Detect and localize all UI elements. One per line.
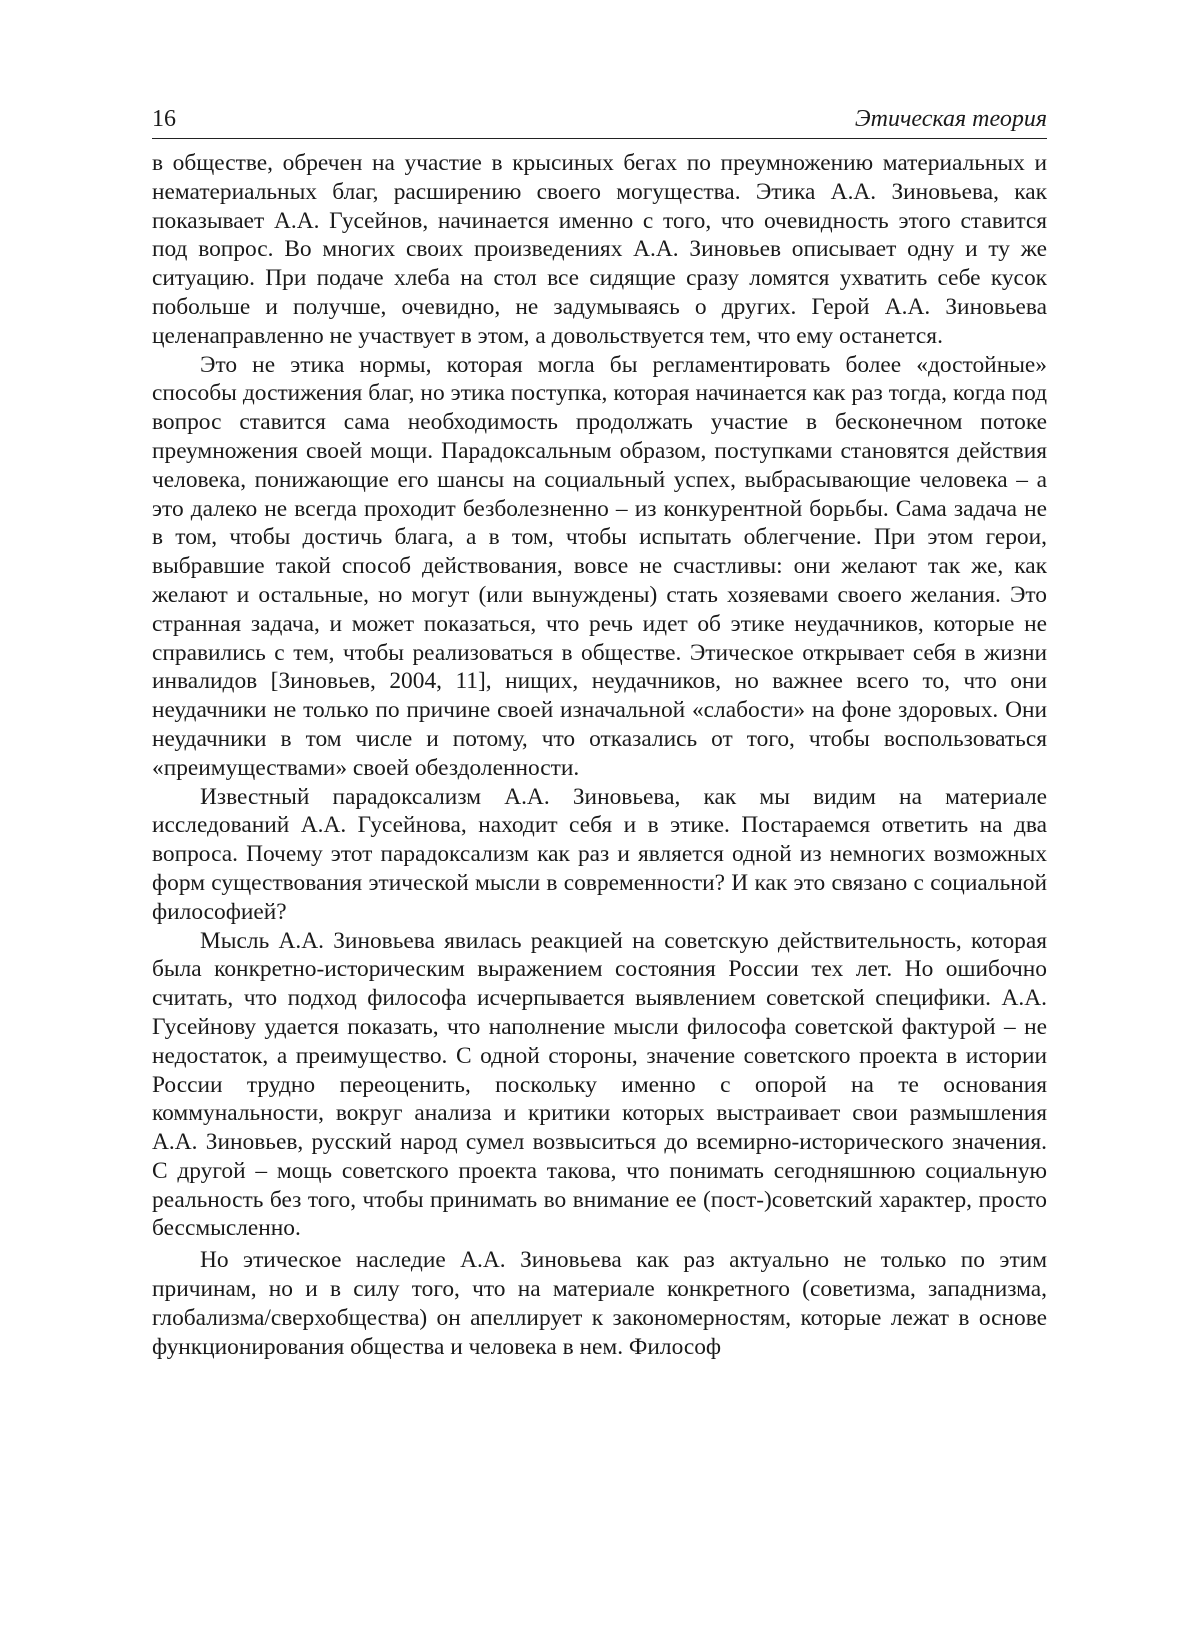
body-text (152, 149, 1047, 1361)
page-header (152, 104, 1047, 139)
paragraph: Но этическое наследие А.А. Зиновьева как раз актуально не только по этим причинам, но и в силу того, что на материале конкретного (советизма, западнизма, глобализма/сверхобщества) он апеллирует к закономерностям, которые лежат в основе функционирования общества и человека в нем. Философ (152, 1247, 1047, 1360)
running-title: Этическая теория (854, 106, 1047, 132)
paragraph: в обществе, обречен на участие в крысиных бегах по преумножению материальных и нематериальных благ, расширению своего могущества. Этика А.А. Зиновьева, как показывает А.А. Гусейнов, начинается именно с того, что очевидность этого ставится под вопрос. Во многих своих произведениях А.А. Зиновьев описывает одну и ту же ситуацию. При подаче хлеба на стол все сидящие сразу ломятся ухватить себе кусок побольше и получше, очевидно, не задумываясь о других. Герой А.А. Зиновьева целенаправленно не участвует в этом, а довольствуется тем, что ему останется. (152, 150, 1047, 349)
paragraph: Известный парадоксализм А.А. Зиновьева, как мы видим на материале исследований А.А. Гусейнова, находит себя и в этике. Постараемся ответить на два вопроса. Почему этот парадоксализм как раз и является одной из немногих возможных форм существования этической мысли в современности? И как это связано с социальной философией? (152, 783, 1047, 925)
page-number: 16 (152, 106, 176, 132)
paragraph: Мысль А.А. Зиновьева явилась реакцией на советскую действительность, которая была конкретно-историческим выражением состояния России тех лет. Но ошибочно считать, что подход философа исчерпывается выявлением советской специфики. А.А. Гусейнову удается показать, что наполнение мысли философа советской фактурой – не недостаток, а преимущество. С одной стороны, значение советского проекта в истории России трудно переоценить, поскольку именно с опорой на те основания коммунальности, вокруг анализа и критики которых выстраивает свои размышления А.А. Зиновьев, русский народ сумел возвыситься до всемирно-исторического значения. С другой – мощь советского проекта такова, что понимать сегодняшнюю социальную реальность без того, чтобы принимать во внимание ее (пост-)советский характер, просто бессмысленно. (152, 927, 1047, 1242)
paragraph: Это не этика нормы, которая могла бы регламентировать более «достойные» способы достижения благ, но этика поступка, которая начинается как раз тогда, когда под вопрос ставится сама необходимость продолжать участие в бесконечном потоке преумножения своей мощи. Парадоксальным образом, поступками становятся действия человека, понижающие его шансы на социальный успех, выбрасывающие человека – а это далеко не всегда проходит безболезненно – из конкурентной борьбы. Сама задача не в том, чтобы достичь блага, а в том, чтобы испытать облегчение. При этом герои, выбравшие такой способ действования, вовсе не счастливы: они желают так же, как желают и остальные, но могут (или вынуждены) стать хозяевами своего желания. Это странная задача, и может показаться, что речь идет об этике неудачников, которые не справились с тем, чтобы реализоваться в обществе. Этическое открывает себя в жизни инвалидов [Зиновьев, 2004, 11], нищих, неудачников, но важнее всего то, что они неудачники не только по причине своей изначальной «слабости» на фоне здоровых. Они неудачники в том числе и потому, что отказались от того, чтобы воспользоваться «преимуществами» своей обездоленности. (152, 351, 1047, 781)
